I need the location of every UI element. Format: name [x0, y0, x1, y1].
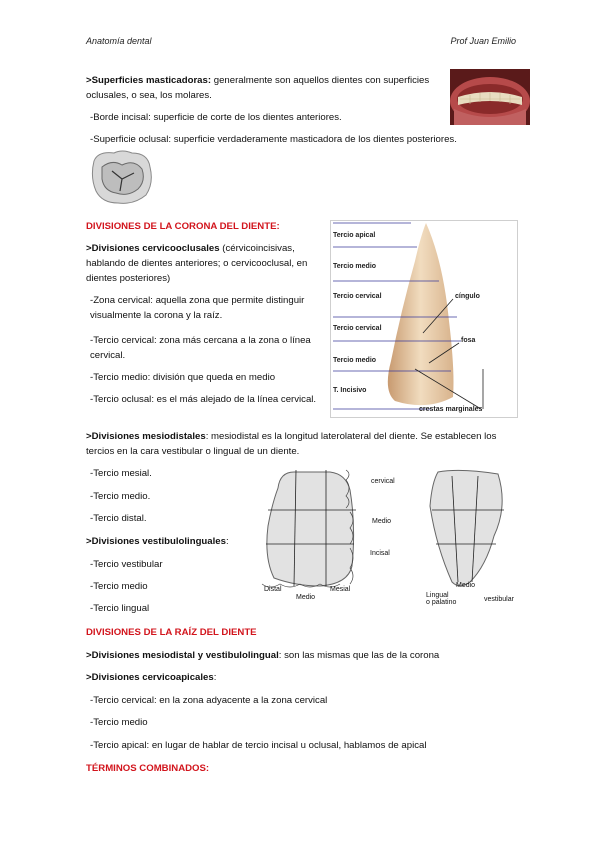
cervicooclusales-paragraph: >Divisiones cervicooclusales (cérvicoincisivas, hablando de dientes anteriores; o cervicooclusal, en dientes posteriores)	[86, 243, 308, 284]
diagram-label-medio-right: Medio	[456, 582, 476, 589]
diagram-label-cervical: cervical	[371, 478, 395, 485]
tercio-medio: -Tercio medio: división que queda en medio	[90, 372, 276, 383]
photo-label-apical: Tercio apical	[333, 232, 376, 239]
diagram-label-mesial: Mesial	[330, 586, 351, 593]
raiz-heading: DIVISIONES DE LA RAÍZ DEL DIENTE	[86, 627, 257, 638]
raiz-tercio-medio: -Tercio medio	[90, 717, 148, 728]
annotation-crestas: crestas marginales	[419, 406, 483, 413]
mouth-teeth-photo	[450, 69, 530, 125]
tercio-medio-2: -Tercio medio.	[90, 491, 151, 502]
annotation-fosa: fosa	[461, 337, 476, 344]
raiz-mesiodistal: >Divisiones mesiodistal y vestibulolingual: son las mismas que las de la corona	[86, 650, 440, 661]
tercio-oclusal: -Tercio oclusal: es el más alejado de la línea cervical.	[90, 394, 317, 405]
vestibulolinguales-paragraph: >Divisiones vestibulolinguales:	[86, 536, 229, 547]
diagram-label-incisal: Incisal	[370, 550, 390, 557]
tercio-mesial: -Tercio mesial.	[90, 468, 152, 479]
header-left: Anatomía dental	[86, 36, 152, 46]
mesiodistales-paragraph: >Divisiones mesiodistales: mesiodistal es la longitud laterolateral del diente. Se establecen los tercios en la cara vestibular o lingual de un diente.	[86, 431, 497, 457]
combinados-heading: TÉRMINOS COMBINADOS:	[86, 763, 210, 774]
diagram-label-medio-left: Medio	[296, 594, 316, 601]
tercio-vestibular: -Tercio vestibular	[90, 559, 163, 570]
tooth-thirds-photo	[330, 220, 518, 418]
zona-cervical: -Zona cervical: aquella zona que permite distinguir visualmente la corona y la raíz.	[90, 295, 305, 321]
photo-label-incisivo: T. Incisivo	[333, 387, 367, 394]
raiz-tercio-cervical: -Tercio cervical: en la zona adyacente a la zona cervical	[90, 695, 328, 706]
diagram-label-vestibular: vestibular	[484, 596, 514, 603]
tercio-lingual: -Tercio lingual	[90, 603, 150, 614]
tooth-diagram-figure	[260, 466, 518, 614]
diagram-label-distal: Distal	[264, 586, 282, 593]
tercio-cervical: -Tercio cervical: zona más cercana a la zona o línea cervical.	[90, 335, 311, 361]
photo-label-cervical-2: Tercio cervical	[333, 325, 382, 332]
molar-occlusal-image	[88, 149, 156, 207]
header-right: Prof Juan Emilio	[450, 36, 516, 46]
tercio-distal: -Tercio distal.	[90, 513, 147, 524]
photo-label-medio-2: Tercio medio	[333, 357, 377, 364]
superficie-oclusal: -Superficie oclusal: superficie verdaderamente masticadora de los dientes posteriores.	[90, 134, 457, 145]
raiz-tercio-apical: -Tercio apical: en lugar de hablar de tercio incisal u oclusal, hablamos de apical	[90, 740, 427, 751]
photo-label-cervical-1: Tercio cervical	[333, 293, 382, 300]
raiz-cervicoapicales: >Divisiones cervicoapicales:	[86, 672, 217, 683]
masticadoras-paragraph: >Superficies masticadoras: generalmente son aquellos dientes con superficies oclusales, o sea, los molares.	[86, 75, 430, 101]
corona-heading: DIVISIONES DE LA CORONA DEL DIENTE:	[86, 221, 280, 232]
diagram-label-lingual: Lingual o palatino	[426, 592, 457, 606]
borde-incisal: -Borde incisal: superficie de corte de los dientes anteriores.	[90, 112, 342, 123]
annotation-cingulo: cíngulo	[455, 293, 480, 300]
diagram-label-medio: Medio	[372, 518, 392, 525]
photo-label-medio-1: Tercio medio	[333, 263, 377, 270]
tercio-medio-3: -Tercio medio	[90, 581, 148, 592]
